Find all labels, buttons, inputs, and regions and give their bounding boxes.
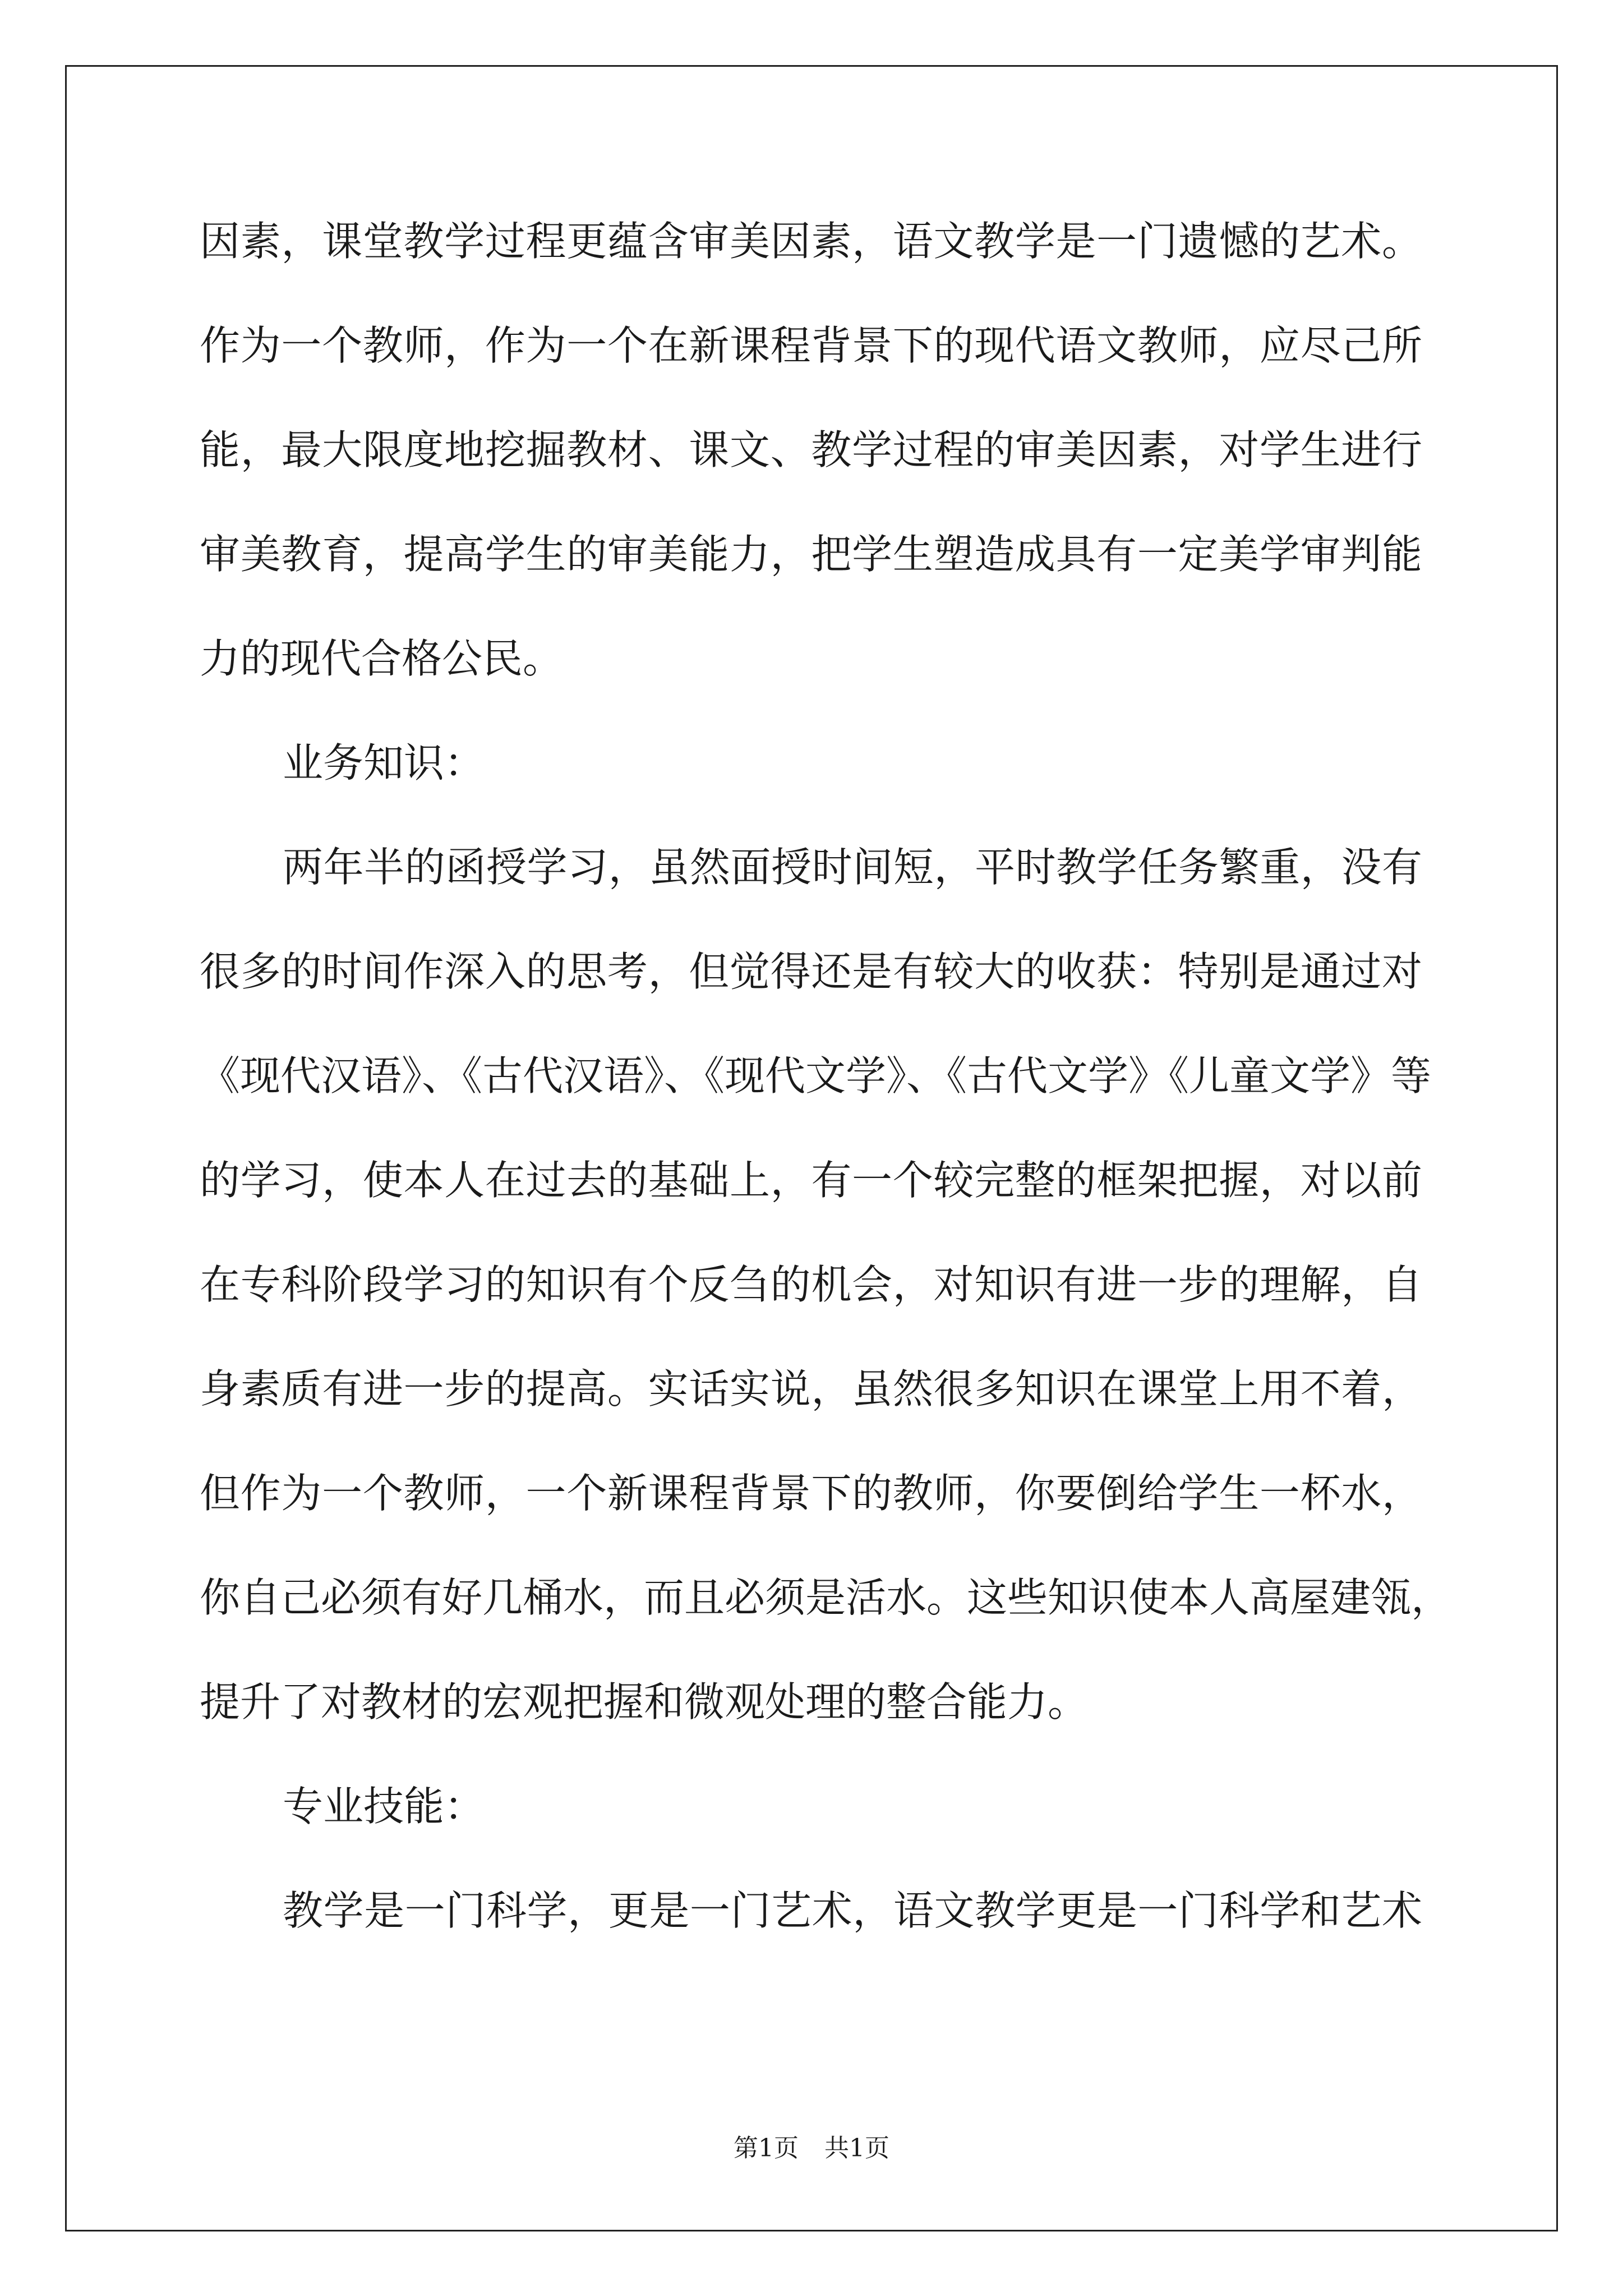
text-line: 两年半的函授学习，虽然面授时间短，平时教学任务繁重，没有 bbox=[283, 844, 1422, 891]
page-footer bbox=[0, 2132, 1623, 2165]
text-line: 身素质有进一步的提高。实话实说，虽然很多知识在课堂上用不着， bbox=[200, 1365, 1422, 1412]
text-line: 提升了对教材的宏观把握和微观处理的整合能力。 bbox=[200, 1678, 1089, 1726]
section-heading: 业务知识： bbox=[283, 739, 485, 786]
text-line: 审美教育，提高学生的审美能力，把学生塑造成具有一定美学审判能 bbox=[200, 531, 1422, 578]
text-line: 很多的时间作深入的思考，但觉得还是有较大的收获：特别是通过对 bbox=[200, 948, 1422, 995]
text-line: 能，最大限度地挖掘教材、课文、教学过程的审美因素，对学生进行 bbox=[200, 426, 1422, 473]
text-line: 力的现代合格公民。 bbox=[200, 635, 564, 682]
text-line: 你自己必须有好几桶水，而且必须是活水。这些知识使本人高屋建瓴， bbox=[200, 1574, 1452, 1621]
text-line: 但作为一个教师，一个新课程背景下的教师，你要倒给学生一杯水， bbox=[200, 1470, 1422, 1517]
text-line: 的学习，使本人在过去的基础上，有一个较完整的框架把握，对以前 bbox=[200, 1157, 1422, 1204]
text-line: 教学是一门科学，更是一门艺术，语文教学更是一门科学和艺术 bbox=[283, 1887, 1422, 1934]
text-line: 作为一个教师，作为一个在新课程背景下的现代语文教师，应尽己所 bbox=[200, 322, 1422, 369]
text-line: 《现代汉语》、《古代汉语》、《现代文学》、《古代文学》《儿童文学》等 bbox=[200, 1052, 1432, 1099]
text-line: 因素，课堂教学过程更蕴含审美因素，语文教学是一门遗憾的艺术。 bbox=[200, 218, 1422, 265]
text-line: 在专科阶段学习的知识有个反刍的机会，对知识有进一步的理解，自 bbox=[200, 1261, 1422, 1308]
page-total: 共1页 bbox=[824, 2134, 889, 2162]
page-number: 第1页 bbox=[734, 2134, 799, 2162]
section-heading: 专业技能： bbox=[283, 1783, 485, 1830]
